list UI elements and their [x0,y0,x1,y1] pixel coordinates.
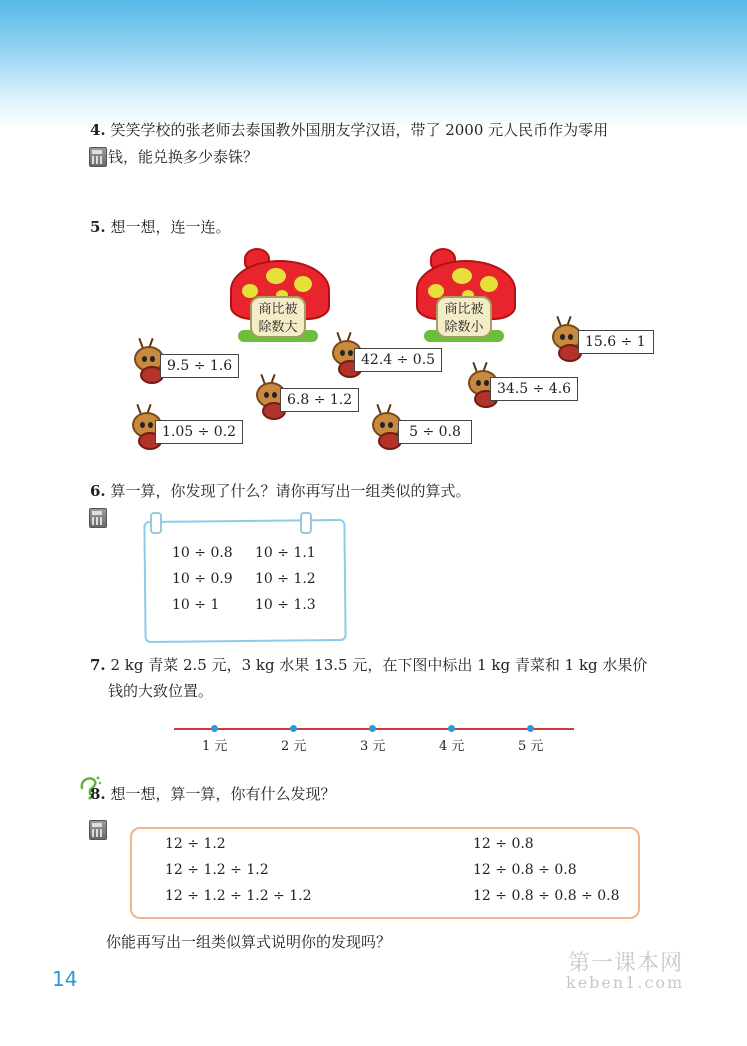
ant-card-4[interactable]: 42.4 ÷ 0.5 [354,348,442,372]
mushroom-label-line2: 除数大 [258,320,298,335]
mushroom-label [250,296,306,338]
ant-card-5[interactable]: 5 ÷ 0.8 [398,420,472,444]
question-5 [90,214,230,240]
tick-label: 3 元 [360,739,386,754]
question-7-number: 7. [90,656,106,674]
question-4-line1 [90,117,608,143]
question-5-text: 想一想，连一连。 [110,218,231,236]
ant-icon [548,316,582,362]
tick-label: 4 元 [439,739,465,754]
number-line-tick [290,725,297,732]
ant-card-2[interactable]: 1.05 ÷ 0.2 [155,420,243,444]
calculator-icon [89,508,107,528]
tick-label: 5 元 [518,739,544,754]
number-line-tick [211,725,218,732]
calculator-icon [89,820,107,840]
page-number: 14 [52,967,78,991]
question-5-number: 5. [90,218,106,236]
expr-left: 12 ÷ 1.2 ÷ 1.2 [165,862,269,878]
question-7-line2: 钱的大致位置。 [108,682,214,700]
mushroom-label-line1: 商比被 [444,302,484,317]
question-6 [90,478,470,504]
ant-card-6[interactable]: 34.5 ÷ 4.6 [490,377,578,401]
expr-right: 12 ÷ 0.8 ÷ 0.8 ÷ 0.8 [473,888,620,904]
paper-clip-icon [300,512,312,534]
mushroom-label-line2: 除数小 [444,320,484,335]
mushroom-larger[interactable] [228,252,328,352]
question-7-text: 2 kg 青菜 2.5 元，3 kg 水果 13.5 元，在下图中标出 1 kg 青菜和 1 kg 水果价 [110,656,648,674]
mushroom-smaller[interactable] [414,252,514,352]
question-4-text: 笑笑学校的张老师去泰国教外国朋友学汉语，带了 2000 元人民币作为零用 [110,121,609,139]
question-8-number: 8. [90,785,106,803]
mushroom-label [436,296,492,338]
ant-icon [130,338,164,384]
expr-right: 12 ÷ 0.8 [473,836,534,852]
question-8-follow: 你能再写出一组类似算式说明你的发现吗？ [106,933,392,951]
expr-left: 12 ÷ 1.2 [165,836,226,852]
mushroom-label-line1: 商比被 [258,302,298,317]
question-6-number: 6. [90,482,106,500]
expr-right: 12 ÷ 0.8 ÷ 0.8 [473,862,577,878]
number-line-tick [527,725,534,732]
expr-cell: 10 ÷ 0.8 [172,545,233,561]
question-7-line1 [90,652,647,678]
tick-label: 2 元 [281,739,307,754]
watermark-url: keben1.com [566,973,685,992]
question-8 [90,781,335,807]
number-line-tick [448,725,455,732]
expr-cell: 10 ÷ 1.3 [255,597,316,613]
expr-cell: 10 ÷ 1.2 [255,571,316,587]
watermark-title: 第一课本网 [568,951,684,976]
calculator-icon [89,147,107,167]
ant-card-7[interactable]: 15.6 ÷ 1 [578,330,654,354]
question-8-text: 想一想，算一算，你有什么发现？ [110,785,336,803]
ant-card-1[interactable]: 9.5 ÷ 1.6 [160,354,239,378]
expr-cell: 10 ÷ 0.9 [172,571,233,587]
paper-clip-icon [150,512,162,534]
ant-card-3[interactable]: 6.8 ÷ 1.2 [280,388,359,412]
expr-left: 12 ÷ 1.2 ÷ 1.2 ÷ 1.2 [165,888,312,904]
tick-label: 1 元 [202,739,228,754]
ant-icon [368,404,402,450]
question-6-text: 算一算，你发现了什么？请你再写出一组类似的算式。 [110,482,471,500]
number-line-tick [369,725,376,732]
expr-cell: 10 ÷ 1 [172,597,220,613]
expr-cell: 10 ÷ 1.1 [255,545,316,561]
question-4-line2: 钱，能兑换多少泰铢？ [108,148,259,166]
question-4-number: 4. [90,121,106,139]
header-band [0,0,747,130]
